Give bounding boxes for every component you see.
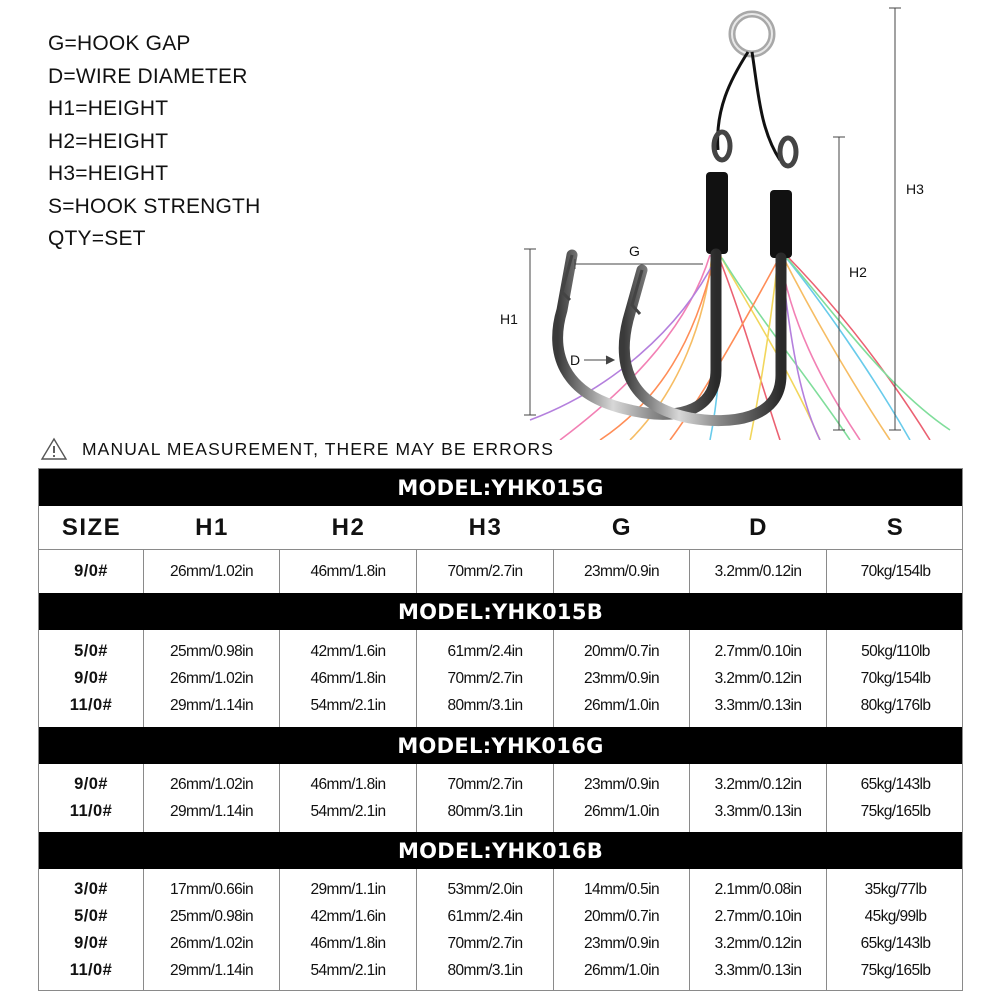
g-cell: 20mm/0.7in	[584, 643, 659, 660]
s-cell: 65kg/143lb	[860, 776, 931, 793]
d-cell: 3.3mm/0.13in	[714, 961, 802, 979]
h1-column	[144, 550, 280, 593]
h1-cell: 25mm/0.98in	[169, 643, 253, 660]
size-cell: 11/0#	[69, 696, 113, 714]
column-header-size: SIZE	[61, 513, 122, 541]
s-cell: 45kg/99lb	[864, 907, 927, 925]
h1-cell: 26mm/1.02in	[169, 563, 253, 580]
g-column	[554, 764, 690, 832]
h3-cell: 70mm/2.7in	[447, 934, 523, 952]
size-column	[39, 869, 144, 990]
model-data-block	[39, 764, 962, 832]
h1-cell: 29mm/1.14in	[169, 803, 253, 820]
model-data-block	[39, 630, 962, 727]
h1-cell: 25mm/0.98in	[169, 907, 253, 925]
d-column	[690, 869, 827, 990]
g-cell: 14mm/0.5in	[584, 880, 659, 898]
h2-cell: 54mm/2.1in	[310, 697, 386, 714]
s-cell: 75kg/165lb	[860, 961, 931, 979]
notice-text: MANUAL MEASUREMENT, THERE MAY BE ERRORS	[82, 438, 555, 459]
size-cell: 9/0#	[74, 775, 108, 793]
h3-column	[417, 550, 554, 593]
d-cell: 3.2mm/0.12in	[714, 776, 802, 793]
size-cell: 11/0#	[69, 802, 113, 820]
s-column	[827, 764, 964, 832]
s-cell: 70kg/154lb	[860, 670, 931, 687]
h1-column	[144, 869, 280, 990]
s-column	[827, 869, 964, 990]
s-cell: 50kg/110lb	[861, 643, 930, 660]
g-cell: 23mm/0.9in	[584, 563, 659, 580]
h1-cell: 17mm/0.66in	[169, 880, 253, 898]
size-cell: 11/0#	[69, 960, 113, 979]
s-cell: 70kg/154lb	[860, 563, 931, 580]
s-cell: 65kg/143lb	[860, 934, 931, 952]
h1-column	[144, 630, 280, 727]
h2-cell: 29mm/1.1in	[310, 880, 386, 898]
h2-cell: 42mm/1.6in	[310, 643, 386, 660]
g-cell: 23mm/0.9in	[584, 934, 659, 952]
h2-cell: 46mm/1.8in	[310, 563, 386, 580]
d-cell: 3.2mm/0.12in	[714, 563, 802, 580]
s-column	[827, 550, 964, 593]
model-title-bar: MODEL:YHK016B	[39, 832, 962, 869]
g-cell: 23mm/0.9in	[584, 670, 659, 687]
d-cell: 3.2mm/0.12in	[714, 670, 802, 687]
g-cell: 26mm/1.0in	[584, 697, 659, 714]
size-cell: 3/0#	[74, 879, 108, 898]
h1-column	[144, 764, 280, 832]
model-title-bar: MODEL:YHK015B	[39, 593, 962, 630]
d-column	[690, 764, 827, 832]
model-data-block	[39, 869, 962, 990]
h3-cell: 80mm/3.1in	[447, 961, 523, 979]
column-header-g: G	[611, 513, 633, 541]
h3-cell: 70mm/2.7in	[447, 563, 523, 580]
size-column	[39, 550, 144, 593]
g-cell: 20mm/0.7in	[584, 907, 659, 925]
legend-item: QTY=SET	[48, 227, 146, 250]
warning-triangle-icon	[40, 437, 68, 461]
h2-cell: 46mm/1.8in	[310, 670, 386, 687]
d-cell: 3.3mm/0.13in	[714, 803, 802, 820]
s-cell: 80kg/176lb	[860, 697, 931, 714]
h3-cell: 53mm/2.0in	[447, 880, 523, 898]
h3-column	[417, 764, 554, 832]
d-column	[690, 550, 827, 593]
legend-item: S=HOOK STRENGTH	[48, 194, 261, 218]
h3-cell: 80mm/3.1in	[447, 697, 523, 714]
h3-cell: 70mm/2.7in	[447, 776, 523, 793]
g-column	[554, 630, 690, 727]
size-cell: 5/0#	[74, 906, 108, 925]
d-cell: 3.2mm/0.12in	[714, 934, 802, 952]
g-cell: 23mm/0.9in	[584, 776, 659, 793]
dimension-label-d: D	[570, 352, 581, 368]
d-cell: 2.1mm/0.08in	[714, 880, 802, 898]
legend-item: H3=HEIGHT	[48, 162, 169, 185]
dimension-label-h2: H2	[849, 264, 867, 280]
legend-item: G=HOOK GAP	[48, 32, 191, 55]
column-header-h2: H2	[331, 513, 366, 541]
dimension-label-g: G	[629, 243, 640, 259]
dimension-label-h1: H1	[500, 311, 518, 327]
s-cell: 35kg/77lb	[864, 880, 927, 898]
g-column	[554, 550, 690, 593]
dimension-label-h3: H3	[906, 181, 924, 197]
hook-diagram	[490, 0, 970, 440]
d-cell: 2.7mm/0.10in	[714, 643, 802, 660]
h2-column	[280, 869, 417, 990]
h2-cell: 54mm/2.1in	[310, 803, 386, 820]
size-cell: 5/0#	[74, 642, 108, 660]
g-column	[554, 869, 690, 990]
column-header-d: D	[749, 513, 768, 541]
h2-cell: 46mm/1.8in	[310, 776, 386, 793]
g-cell: 26mm/1.0in	[584, 803, 659, 820]
h2-cell: 54mm/2.1in	[310, 961, 386, 979]
d-column	[690, 630, 827, 727]
h1-cell: 26mm/1.02in	[169, 776, 253, 793]
legend-item: H2=HEIGHT	[48, 129, 169, 153]
column-header-h1: H1	[195, 513, 229, 541]
size-column	[39, 630, 144, 727]
h3-column	[417, 630, 554, 727]
h1-cell: 26mm/1.02in	[169, 670, 253, 687]
h2-column	[280, 630, 417, 727]
assist-hook-illustration-icon	[490, 0, 970, 440]
spec-table	[38, 468, 963, 991]
dimension-legend	[48, 28, 260, 256]
model-data-block	[39, 550, 962, 593]
column-header-h3: H3	[468, 513, 503, 541]
model-title-bar: MODEL:YHK015G	[39, 469, 962, 506]
g-cell: 26mm/1.0in	[584, 961, 659, 979]
size-cell: 9/0#	[74, 933, 108, 952]
h1-cell: 29mm/1.14in	[169, 697, 253, 714]
h3-cell: 80mm/3.1in	[447, 803, 523, 820]
table-header-row	[39, 506, 962, 550]
h1-cell: 29mm/1.14in	[169, 961, 253, 979]
s-cell: 75kg/165lb	[860, 803, 931, 820]
h2-cell: 42mm/1.6in	[310, 907, 386, 925]
h3-column	[417, 869, 554, 990]
h3-cell: 61mm/2.4in	[447, 907, 523, 925]
h2-cell: 46mm/1.8in	[310, 934, 386, 952]
size-cell: 9/0#	[74, 669, 108, 687]
d-cell: 2.7mm/0.10in	[714, 907, 802, 925]
h1-cell: 26mm/1.02in	[169, 934, 253, 952]
model-title-bar: MODEL:YHK016G	[39, 727, 962, 764]
size-column	[39, 764, 144, 832]
d-cell: 3.3mm/0.13in	[714, 697, 802, 714]
h3-cell: 70mm/2.7in	[447, 670, 523, 687]
legend-item: D=WIRE DIAMETER	[48, 64, 248, 88]
h2-column	[280, 550, 417, 593]
legend-item: H1=HEIGHT	[48, 97, 169, 120]
measurement-notice	[40, 436, 554, 462]
size-cell: 9/0#	[74, 562, 108, 580]
s-column	[827, 630, 964, 727]
h3-cell: 61mm/2.4in	[447, 643, 523, 660]
h2-column	[280, 764, 417, 832]
column-header-s: S	[886, 513, 905, 541]
